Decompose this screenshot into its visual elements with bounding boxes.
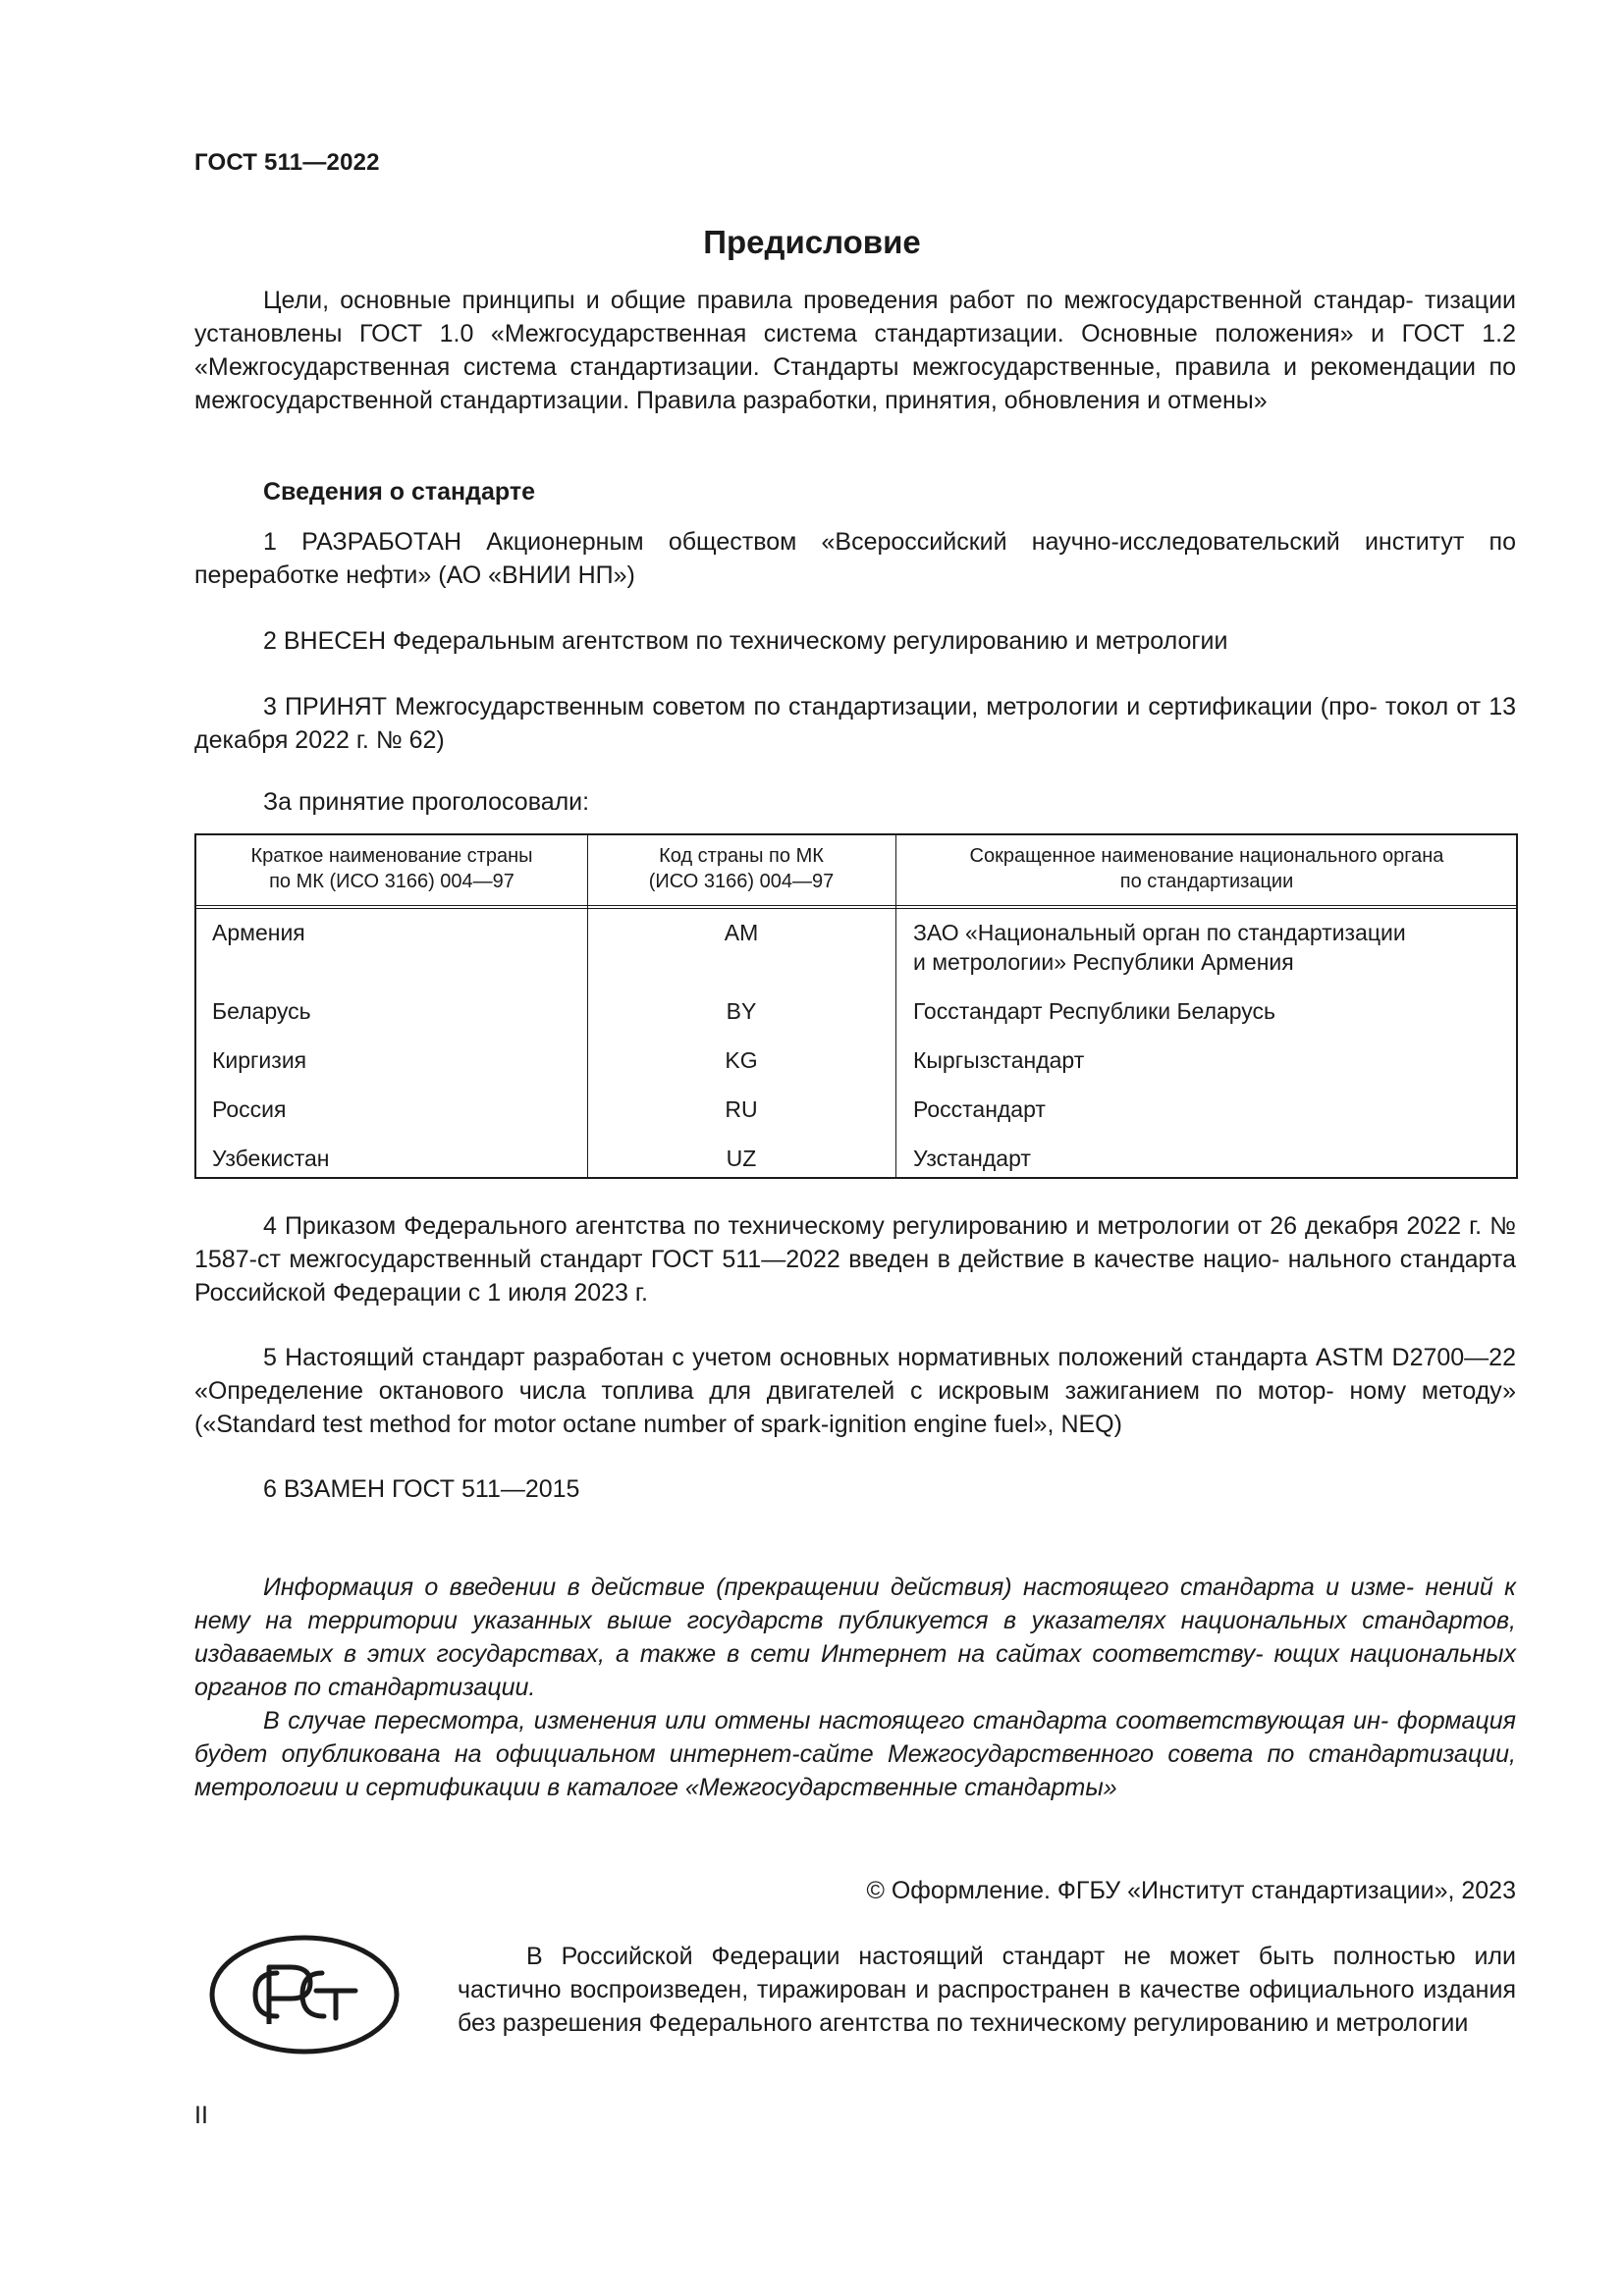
section-heading: Сведения о стандарте	[263, 478, 536, 506]
vote-caption: За принятие проголосовали:	[263, 788, 590, 816]
text-line: В Российской Федерации настоящий стандарт не может быть полностью или	[526, 1943, 1516, 1970]
table-cell-body: Узстандарт	[913, 1146, 1031, 1171]
header-divider	[196, 905, 1516, 909]
text-line: ному методу» («Standard test method for motor octane number of spark-ignition engine fuel», NEQ)	[194, 1377, 1516, 1438]
text-line: 4 Приказом Федерального агентства по техническому регулированию и метрологии от 26 декабря	[263, 1212, 1399, 1240]
rst-logo-icon	[208, 1934, 401, 2056]
item-4	[194, 1209, 1516, 1309]
running-head: ГОСТ 511—2022	[194, 149, 380, 176]
item-2	[194, 624, 1516, 658]
text-line: В случае пересмотра, изменения или отмены настоящего стандарта соответствующая ин-	[263, 1707, 1389, 1735]
text-line: 5 Настоящий стандарт разработан с учетом основных нормативных положений стандарта ASTM	[263, 1344, 1384, 1371]
item-3	[194, 690, 1516, 757]
text-line: 3 ПРИНЯТ Межгосударственным советом по стандартизации, метрологии и сертификации (про-	[263, 693, 1378, 721]
text-line: и метрологии	[1315, 2009, 1469, 2037]
column-header-country: Краткое наименование страны по МК (ИСО 3166) 004—97	[250, 845, 533, 892]
table-cell-code: RU	[725, 1096, 758, 1122]
table-cell-body: Госстандарт Республики Беларусь	[913, 998, 1276, 1024]
table-cell-code: KG	[725, 1047, 758, 1073]
text-line: и отмены»	[1147, 387, 1268, 414]
text-line: переработке нефти» (АО «ВНИИ НП»)	[194, 561, 635, 589]
text-line: 2 ВНЕСЕН Федеральным агентством по техническому регулированию и метрологии	[263, 627, 1228, 655]
column-header-body: Сокращенное наименование национального органа по стандартизации	[969, 845, 1444, 892]
text-line: формация будет опубликована на официальном интернет-сайте Межгосударственного совета по	[194, 1707, 1516, 1768]
text-line: токол от 13 декабря 2022 г. № 62)	[194, 693, 1516, 754]
text-line: 2022 г. № 1587-ст межгосударственный стандарт ГОСТ 511—2022 введен в действие в качестве нацио-	[194, 1212, 1516, 1273]
column-header-code: Код страны по МК (ИСО 3166) 004—97	[648, 845, 835, 892]
text-line: ющих национальных органов по стандартизации.	[194, 1640, 1517, 1701]
table-cell-code: UZ	[726, 1146, 757, 1171]
table-cell-country: Беларусь	[212, 998, 311, 1024]
text-line: издания без разрешения Федерального агентства по техническому регулированию	[458, 1976, 1516, 2037]
item-5	[194, 1341, 1516, 1441]
reproduction-notice	[458, 1940, 1516, 2040]
notice-paragraph-1	[194, 1571, 1516, 1704]
table-cell-country: Армения	[212, 920, 305, 945]
table-cell-country: Киргизия	[212, 1047, 307, 1073]
text-line: 1 РАЗРАБОТАН Акционерным обществом «Всероссийский научно-исследовательский институт по	[263, 528, 1516, 556]
table-cell-code: AM	[724, 920, 759, 945]
table-cell-body: ЗАО «Национальный орган по стандартизации и метрологии» Республики Армения	[913, 920, 1406, 975]
text-line: нального стандарта Российской Федерации с 1 июля 2023 г.	[194, 1246, 1516, 1307]
text-line: Цели, основные принципы и общие правила проведения работ по межгосударственной стандар-	[263, 287, 1414, 314]
intro-paragraph	[194, 284, 1516, 417]
table-cell-country: Россия	[212, 1096, 287, 1122]
text-line: тизации установлены ГОСТ 1.0 «Межгосударственная система стандартизации. Основные положения»	[194, 287, 1516, 347]
table-cell-body: Кыргызстандарт	[913, 1047, 1085, 1073]
text-line: 6 ВЗАМЕН ГОСТ 511—2015	[263, 1475, 580, 1503]
voting-table	[194, 833, 1518, 1179]
text-line: частично воспроизведен, тиражирован и распространен в качестве официального	[458, 1976, 1415, 2003]
copyright-line: © Оформление. ФГБУ «Институт стандартизации», 2023	[866, 1877, 1516, 1904]
item-1	[194, 525, 1516, 592]
text-line: и рекомендации по межгосударственной стандартизации. Правила разработки, принятия, обновления	[194, 353, 1516, 414]
text-line: D2700—22 «Определение октанового числа топлива для двигателей с искровым зажиганием по мотор-	[194, 1344, 1516, 1405]
text-line: нений к нему на территории указанных выше государств публикуется в указателях национальных	[194, 1574, 1516, 1634]
page-number: II	[194, 2102, 208, 2129]
table-cell-body: Росстандарт	[913, 1096, 1046, 1122]
notice-paragraph-2	[194, 1704, 1516, 1804]
text-line: Информация о введении в действие (прекращении действия) настоящего стандарта и изме-	[263, 1574, 1415, 1601]
text-line: и ГОСТ 1.2 «Межгосударственная система стандартизации. Стандарты межгосударственные, правила	[194, 320, 1517, 381]
text-line: стандартов, издаваемых в этих государствах, а также в сети Интернет на сайтах соответству-	[194, 1607, 1516, 1668]
table-cell-code: BY	[726, 998, 757, 1024]
table-cell-country: Узбекистан	[212, 1146, 330, 1171]
page-title: Предисловие	[703, 224, 921, 260]
item-6	[194, 1472, 1516, 1506]
text-line: стандартизации, метрологии и сертификации в каталоге «Межгосударственные стандарты»	[194, 1740, 1516, 1801]
